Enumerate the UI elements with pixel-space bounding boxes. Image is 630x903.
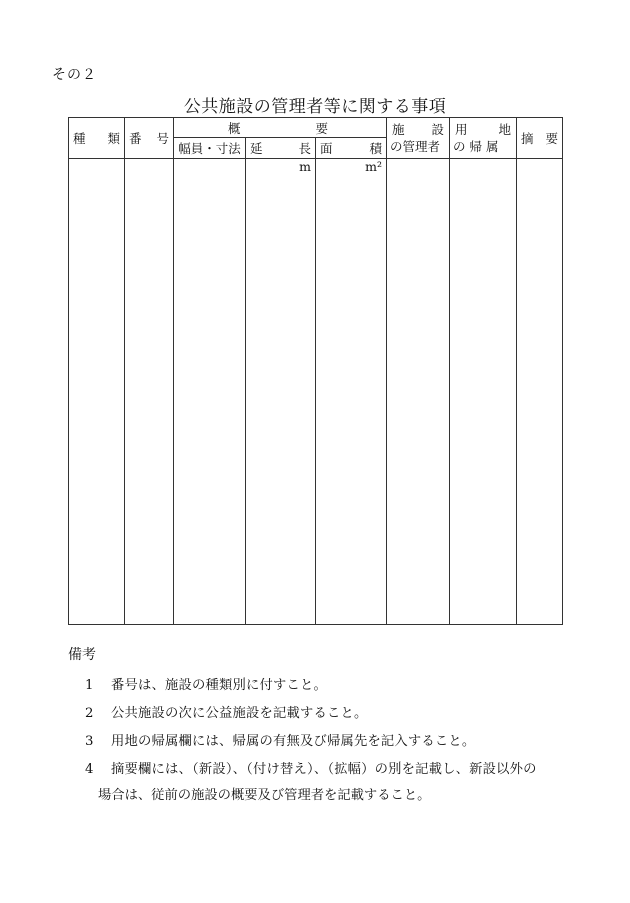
note-item: 2 公共施設の次に公益施設を記載すること。: [85, 706, 368, 721]
cell-area-unit: m²: [316, 159, 387, 178]
note-item: 4 摘要欄には、（新設）、（付け替え）、（拡幅）の別を記載し、新設以外の: [85, 762, 537, 777]
entry-width-size[interactable]: [174, 177, 246, 625]
entry-manager[interactable]: [387, 177, 450, 625]
facility-table: [68, 117, 563, 625]
cell-land[interactable]: [450, 159, 517, 178]
note-item: 3 用地の帰属欄には、帰属の有無及び帰属先を記入すること。: [85, 734, 476, 749]
header-overview: 概 要: [174, 118, 387, 138]
header-summary: 摘 要: [517, 118, 563, 159]
header-land-ownership: 用 地 の 帰 属: [450, 118, 517, 159]
entry-land[interactable]: [450, 177, 517, 625]
notes-title: 備考: [68, 647, 96, 663]
cell-summary[interactable]: [517, 159, 563, 178]
header-type: 種 類: [69, 118, 125, 159]
entry-type[interactable]: [69, 177, 125, 625]
entry-number[interactable]: [125, 177, 174, 625]
header-length: 延 長: [246, 138, 316, 159]
cell-type[interactable]: [69, 159, 125, 178]
note-continuation: 場合は、従前の施設の概要及び管理者を記載すること。: [98, 788, 431, 803]
cell-length-unit: m: [246, 159, 316, 178]
header-number: 番 号: [125, 118, 174, 159]
header-area: 面 積: [316, 138, 387, 159]
header-facility-manager: 施 設 の管理者: [387, 118, 450, 159]
note-item: 1 番号は、施設の種類別に付すこと。: [85, 678, 327, 693]
entry-length[interactable]: [246, 177, 316, 625]
cell-number[interactable]: [125, 159, 174, 178]
entry-area[interactable]: [316, 177, 387, 625]
page-title: 公共施設の管理者等に関する事項: [183, 97, 447, 117]
header-width-size: 幅員・寸法: [174, 138, 246, 159]
entry-summary[interactable]: [517, 177, 563, 625]
cell-manager[interactable]: [387, 159, 450, 178]
cell-width-size[interactable]: [174, 159, 246, 178]
page-label: その２: [52, 67, 97, 83]
